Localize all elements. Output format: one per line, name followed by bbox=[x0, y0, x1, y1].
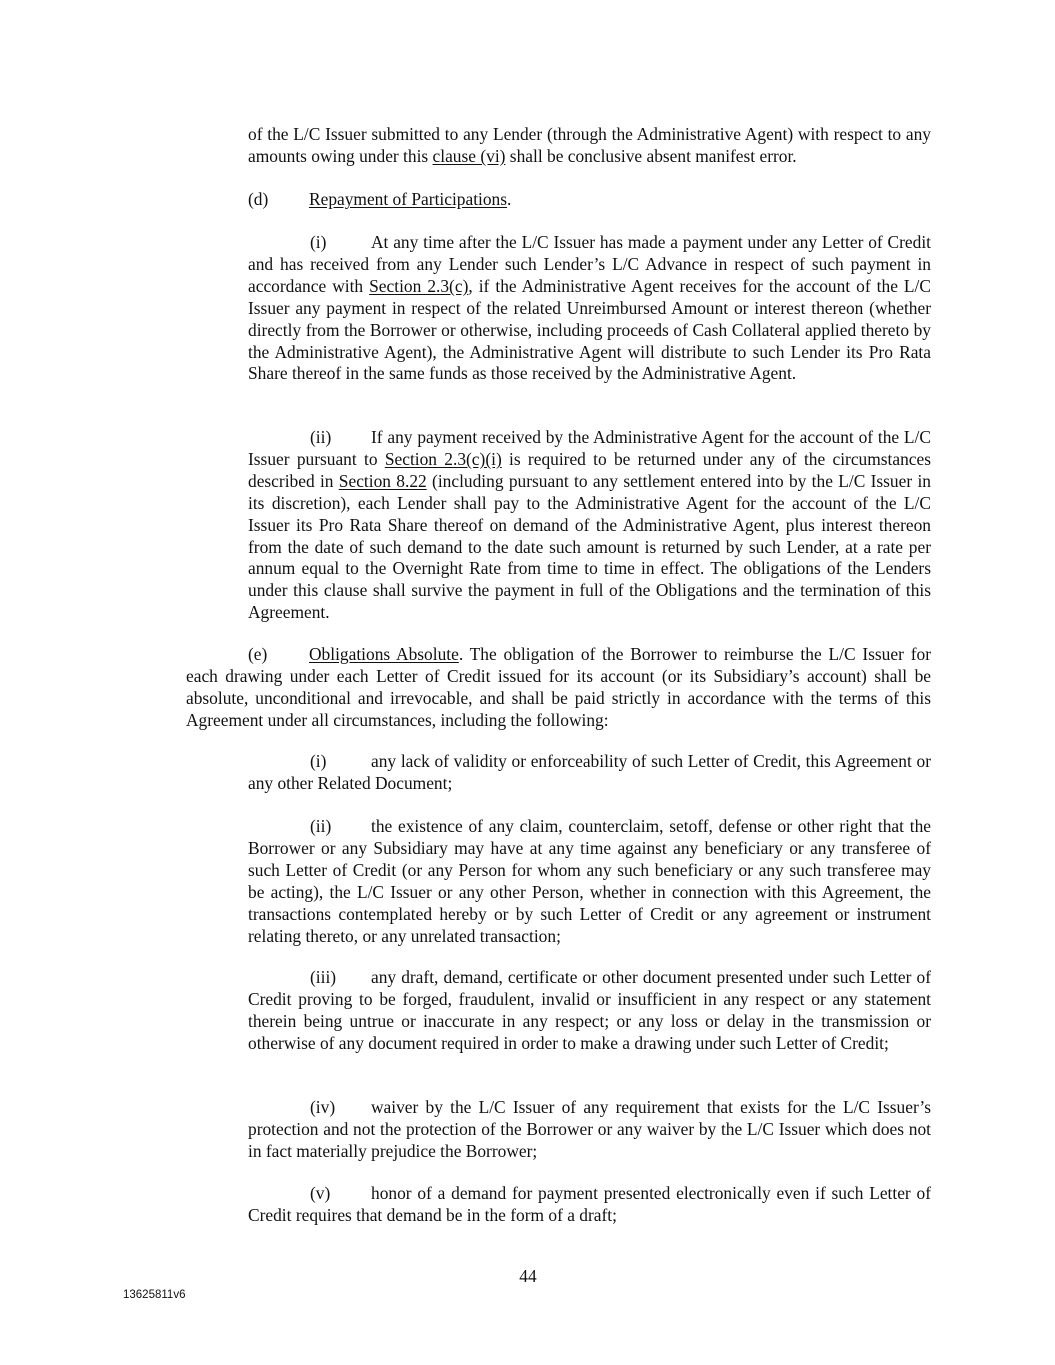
clause-number: (i) bbox=[310, 751, 327, 771]
text: shall be conclusive absent manifest error. bbox=[505, 145, 797, 166]
clause-e-iii bbox=[248, 967, 931, 1055]
section-d-heading bbox=[248, 189, 931, 211]
text: any draft, demand, certificate or other document presented under such Letter of Credit proving to be forged, fraudulent, invalid or insufficient in any respect or any statement therein being untrue or inaccurate in any respect; or any loss or delay in the transmission or otherwise of any document required in order to make a drawing under such Letter of Credit; bbox=[248, 967, 931, 1053]
clause-d-i bbox=[248, 232, 931, 385]
clause-number: (v) bbox=[310, 1183, 331, 1203]
section-e bbox=[186, 644, 931, 732]
text: , if the Administrative Agent receives for the account of the L/C Issuer any payment in respect of the related Unreimbursed Amount or interest thereon (whether directly from the Borrower or otherwise, including proceeds of Cash Collateral applied thereto by the Administrative Agent), the Administrative Agent will distribute to such Lender its Pro Rata Share thereof in the same funds as those received by the Administrative Agent. bbox=[248, 275, 931, 384]
clause-number: (ii) bbox=[310, 427, 332, 447]
clause-vi-reference: clause (vi) bbox=[432, 145, 506, 166]
text: of the L/C Issuer submitted to any Lender (through the Administrative Agent) with respect to any amounts owing under this bbox=[248, 124, 931, 166]
clause-e-ii bbox=[248, 816, 931, 947]
section-number: (e) bbox=[248, 644, 268, 664]
clause-d-ii bbox=[248, 427, 931, 624]
text: . The obligation of the Borrower to reimburse the L/C Issuer for each drawing under each Letter of Credit issued for its account (or its Subsidiary’s account) shall be absolute, unconditional and irrevocable, and shall be paid strictly in accordance with the terms of this Agreement under all circumstances, including the following: bbox=[186, 644, 931, 730]
text: waiver by the L/C Issuer of any requirement that exists for the L/C Issuer’s protection and not the protection of the Borrower or any waiver by the L/C Issuer which does not in fact materially prejudice the Borrower; bbox=[248, 1097, 931, 1161]
section-title: Obligations Absolute bbox=[309, 644, 459, 664]
page-number: 44 bbox=[519, 1266, 537, 1286]
clause-e-v bbox=[248, 1183, 931, 1227]
section-8-22-reference: Section 8.22 bbox=[338, 470, 427, 491]
section-number: (d) bbox=[248, 189, 269, 209]
section-2-3-c-i-reference: Section 2.3(c)(i) bbox=[384, 448, 502, 469]
clause-e-iv bbox=[248, 1097, 931, 1163]
text: any lack of validity or enforceability of such Letter of Credit, this Agreement or any other Related Document; bbox=[248, 751, 931, 793]
text: honor of a demand for payment presented electronically even if such Letter of Credit requires that demand be in the form of a draft; bbox=[248, 1183, 931, 1225]
clause-number: (i) bbox=[310, 232, 327, 252]
document-id: 13625811v6 bbox=[123, 1289, 186, 1301]
clause-number: (ii) bbox=[310, 816, 332, 836]
clause-e-i bbox=[248, 751, 931, 795]
clause-number: (iii) bbox=[310, 967, 337, 987]
section-2-3-c-reference: Section 2.3(c) bbox=[369, 275, 469, 296]
text: If any payment received by the Administrative Agent for the account of the L/C Issuer pursuant to bbox=[248, 427, 931, 469]
text: the existence of any claim, counterclaim, setoff, defense or other right that the Borrower or any Subsidiary may have at any time against any beneficiary or any transferee of such Letter of Credit (or any Person for whom any such beneficiary or any such transferee may be acting), the L/C Issuer or any other Person, whether in connection with this Agreement, the transactions contemplated hereby or by such Letter of Credit or any agreement or instrument relating thereto, or any unrelated transaction; bbox=[248, 816, 931, 946]
text: is required to be returned under any of the circumstances described in bbox=[248, 448, 932, 491]
text: (including pursuant to any settlement entered into by the L/C Issuer in its discretion), each Lender shall pay to the Administrative Agent for the account of the L/C Issuer its Pro Rata Share thereof on demand of the Administrative Agent, plus interest thereon from the date of such demand to the date such amount is returned by such Lender, at a rate per annum equal to the Overnight Rate from time to time in effect. The obligations of the Lenders under this clause shall survive the payment in full of the Obligations and the termination of this Agreement. bbox=[248, 470, 931, 623]
text: . bbox=[507, 189, 512, 209]
paragraph-continuation bbox=[248, 124, 931, 168]
clause-number: (iv) bbox=[310, 1097, 336, 1117]
text: At any time after the L/C Issuer has made a payment under any Letter of Credit and has received from any Lender such Lender’s L/C Advance in respect of such payment in accordance with bbox=[248, 232, 931, 296]
section-title: Repayment of Participations bbox=[309, 189, 508, 209]
